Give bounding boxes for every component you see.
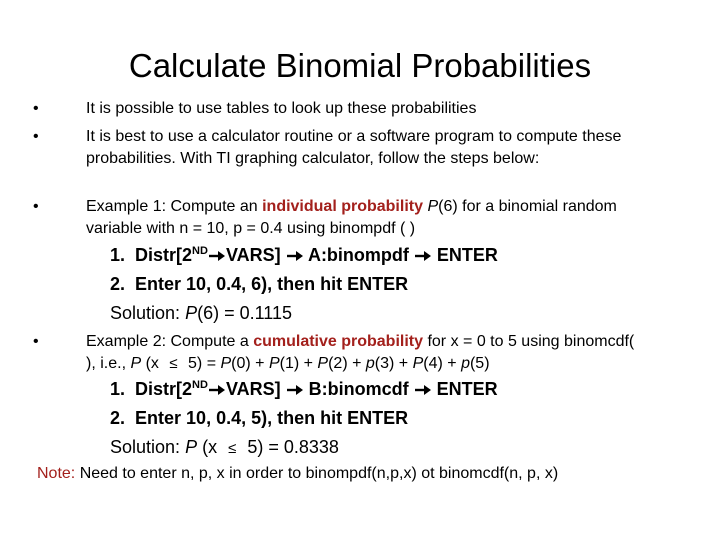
step-text: B:binomcdf [303,379,414,399]
p-symbol: P [185,303,198,323]
right-arrow-icon [286,384,304,396]
solution-label: Solution: [110,303,186,323]
step-superscript: ND [192,245,208,257]
step-text: Enter 10, 0.4, 5), then hit ENTER [135,408,409,428]
example-1-prefix: Example 1: Compute an [86,198,263,215]
right-arrow-icon [208,384,226,396]
step-number: 1. [110,379,126,399]
step-text: ENTER [431,245,498,265]
cumulative-probability-term: cumulative probability [253,333,424,350]
p-symbol: P [220,355,232,372]
example-1-rest: (6) for a binomial random variable with n = 10, p = 0.4 using binompdf ( ) [86,198,617,237]
expr-part: (5) [469,355,490,372]
solution-part: (x [197,437,223,457]
bullet-1-text: It is possible to use tables to look up these probabilities [86,100,477,117]
expr-part: 5) = [183,355,221,372]
step-number: 2. [110,408,126,428]
step-text: ENTER [431,379,498,399]
example-2-step-2 [110,407,670,429]
expr-part: (x [141,355,164,372]
note-label: Note: [37,465,76,482]
individual-probability-term: individual probability [262,198,423,215]
example-2-text [86,331,641,375]
solution-value: (6) = 0.1115 [197,303,292,323]
step-text: VARS] [225,245,286,265]
example-1-solution [110,302,670,324]
example-2-prefix: Example 2: Compute a [86,333,254,350]
step-superscript: ND [192,379,208,391]
slide-title: Calculate Binomial Probabilities [128,47,592,84]
p-symbol: P [427,198,439,215]
step-number: 1. [110,245,126,265]
example-2-step-1 [110,378,670,400]
p-symbol: P [412,355,424,372]
note-text: Need to enter n, p, x in order to binompdf(n,p,x) ot binomcdf(n, p, x) [75,465,559,482]
bullet-dot: • [33,333,39,350]
note [37,463,697,485]
step-text: Distr[2 [135,245,193,265]
less-equal-symbol: ≤ [228,440,237,457]
less-equal-symbol: ≤ [169,355,178,372]
right-arrow-icon [208,250,226,262]
p-symbol: p [461,355,470,372]
right-arrow-icon [414,384,432,396]
step-number: 2. [110,274,126,294]
p-symbol: p [365,355,375,372]
step-text: A:binompdf [303,245,414,265]
bullet-dot: • [33,100,39,117]
bullet-2-text: It is best to use a calculator routine or a software program to compute these probabilities. With TI graphing calculator, follow the steps below: [86,128,622,167]
example-2-after: for x = 0 to 5 using binomcdf( ), i.e., [86,333,635,372]
p-symbol: P [130,355,142,372]
example-1-text [86,196,641,240]
p-symbol: P [185,437,198,457]
solution-label: Solution: [110,437,186,457]
step-text: Enter 10, 0.4, 6), then hit ENTER [135,274,409,294]
expr-part: (1) + [279,355,318,372]
example-1-step-1 [110,244,670,266]
bullet-dot: • [33,128,39,145]
p-symbol: P [268,355,280,372]
example-1-step-2 [110,273,670,295]
example-2-solution [110,436,670,460]
bullet-dot: • [33,198,39,215]
right-arrow-icon [286,250,304,262]
step-text: VARS] [225,379,286,399]
right-arrow-icon [414,250,432,262]
expr-part: (3) + [374,355,413,372]
expr-part: (0) + [231,355,269,372]
solution-value: 5) = 0.8338 [242,437,339,457]
step-text: Distr[2 [135,379,193,399]
expr-part: (4) + [423,355,462,372]
expr-part: (2) + [328,355,366,372]
p-symbol: P [317,355,329,372]
